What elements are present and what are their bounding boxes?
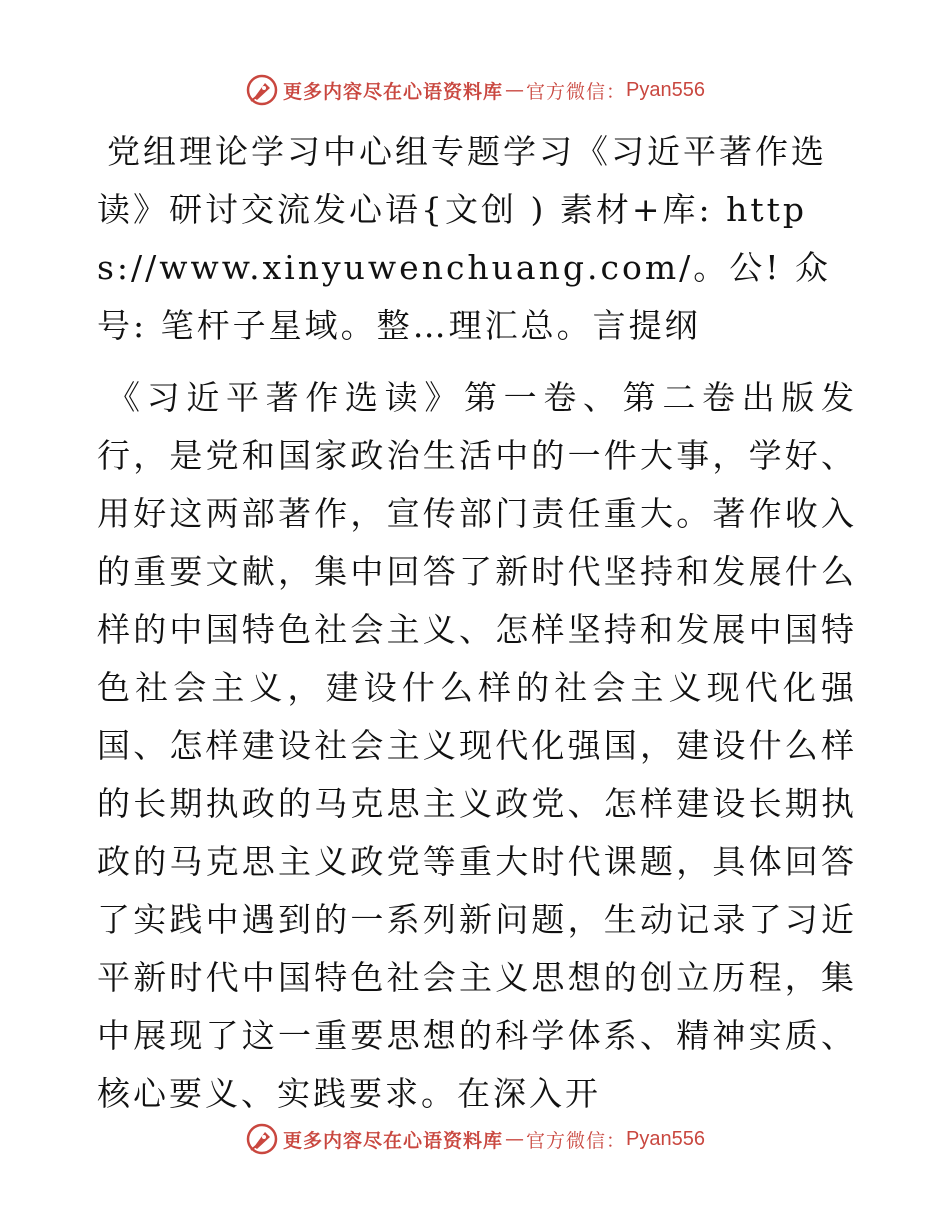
document-title: 党组理论学习中心组专题学习《习近平著作选读》研讨交流发心语{文创 ) 素材+库: https://www.xinyuwenchuang.com/。公! 众号: 笔杆子星域。整…理汇总。言提纲	[97, 132, 831, 345]
banner-wechat-id: Pyan556	[626, 78, 705, 101]
document-paragraph: 《习近平著作选读》第一卷、第二卷出版发行，是党和国家政治生活中的一件大事，学好、用好这两部著作，宣传部门责任重大。著作收入的重要文献，集中回答了新时代坚持和发展什么样的中国特色社会主义、怎样坚持和发展中国特色社会主义，建设什么样的社会主义现代化强国、怎样建设社会主义现代化强国，建设什么样的长期执政的马克思主义政党、怎样建设长期执政的马克思主义政党等重大时代课题，具体回答了实践中遇到的一系列新问题，生动记录了习近平新时代中国特色社会主义思想的创立历程，集中展现了这一重要思想的科学体系、精神实质、核心要义、实践要求。在深入开	[97, 378, 857, 1113]
pen-nib-logo-icon	[245, 1122, 279, 1156]
pen-nib-logo-icon	[245, 73, 279, 107]
document-content	[97, 123, 857, 1123]
header-watermark-banner	[0, 70, 950, 110]
banner-slogan: 更多内容尽在心语资料库	[283, 1129, 504, 1152]
banner-wechat-id: Pyan556	[626, 1127, 705, 1150]
banner-slogan: 更多内容尽在心语资料库	[283, 80, 504, 103]
banner-dash: —	[505, 1128, 525, 1150]
banner-wechat-label: 官方微信：	[526, 1129, 627, 1152]
banner-dash: —	[505, 79, 525, 101]
banner-wechat-label: 官方微信：	[526, 80, 627, 103]
footer-watermark-banner	[0, 1119, 950, 1159]
